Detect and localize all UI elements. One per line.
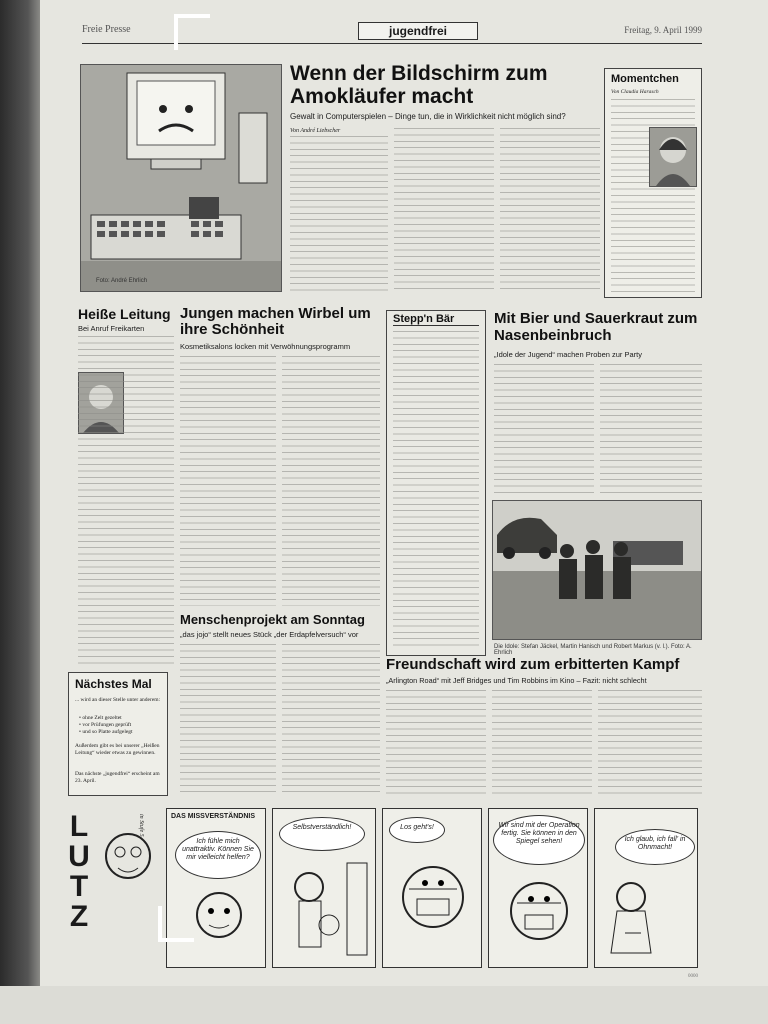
menschenprojekt-headline: Menschenprojekt am Sonntag <box>180 612 365 627</box>
momentchen-title: Momentchen <box>611 73 679 85</box>
photo-credit: Foto: André Ehrlich <box>96 278 148 284</box>
jungen-subheadline: Kosmetiksalons locken mit Verwöhnungsprogramm <box>180 342 351 351</box>
comic-panel-2 <box>272 808 376 968</box>
menschenprojekt-subheadline: „das jojo“ stellt neues Stück „der Erdapfelversuch“ vor <box>180 630 359 639</box>
band-photo-caption: Die Idole: Stefan Jäckel, Martin Hanisch und Robert Markus (v. l.). Foto: A. Ehrlich <box>494 644 692 656</box>
comic-panel-1 <box>166 808 266 968</box>
bier-body-column-2 <box>600 364 702 498</box>
surgeon-face-icon <box>489 867 587 967</box>
comic-strip-title: DAS MISSVERSTÄNDNIS <box>171 813 256 820</box>
naechstes-mal-title: Nächstes Mal <box>75 677 152 691</box>
page-marker: 0000 <box>688 974 698 979</box>
bier-subheadline: „Idole der Jugend“ machen Proben zur Party <box>494 350 642 359</box>
speech-bubble: Los geht's! <box>389 817 445 843</box>
freundschaft-subheadline: „Arlington Road“ mit Jeff Bridges und Tim Robbins im Kino – Fazit: nicht schlecht <box>386 676 647 685</box>
scan-left-edge <box>0 0 40 1024</box>
momentchen-author: Von Claudia Harasch <box>611 89 659 95</box>
naechstes-mal-list <box>79 715 163 736</box>
comic-artist-signature: LUTZ <box>68 810 90 933</box>
menschenprojekt-body-column-2 <box>282 644 380 794</box>
comic-panel-4 <box>488 808 588 968</box>
main-body-column-2 <box>394 128 494 294</box>
comic-signature-panel <box>64 808 160 968</box>
naechstes-mal-outro: Außerdem gibt es bei unserer „Heißen Leitung“ wieder etwas zu gewinnen. <box>75 743 160 756</box>
list-item: • ohne Zelt gezeltet <box>79 715 122 721</box>
band-photo <box>492 500 702 640</box>
comic-panel-5 <box>594 808 698 968</box>
heisse-leitung-subtitle: Bei Anruf Freikarten <box>78 324 145 333</box>
stepp-body <box>393 331 479 651</box>
scan-bottom-margin <box>0 986 768 1024</box>
stepp-box <box>386 310 486 656</box>
main-subheadline: Gewalt in Computerspielen – Dinge tun, die in Wirklichkeit nicht möglich sind? <box>290 112 566 121</box>
momentchen-box <box>604 68 702 298</box>
comic-side-note: in Stufe 5 <box>138 814 144 837</box>
surgeon-face-icon <box>383 843 481 963</box>
author-portrait <box>649 127 697 187</box>
naechstes-mal-intro: ... wird an dieser Stelle unter anderem: <box>75 697 161 703</box>
cartoon-head-icon <box>98 822 158 902</box>
computer-photo <box>80 64 282 292</box>
speech-bubble: Wir sind mit der Operation fertig. Sie können in den Spiegel sehen! <box>493 815 585 865</box>
speech-bubble: Ich fühle mich unattraktiv. Können Sie mir vielleicht helfen? <box>175 831 261 879</box>
heisse-leitung-title: Heiße Leitung <box>78 306 171 322</box>
main-headline: Wenn der Bildschirm zum Amokläufer macht <box>290 62 548 108</box>
main-author: Von André Liebscher <box>290 128 341 134</box>
naechstes-mal-next-issue: Das nächste „jugendfrei“ erscheint am 23. April. <box>75 771 160 784</box>
speech-bubble: Ich glaub, ich fall' in Ohnmacht! <box>615 829 695 865</box>
crop-mark-bottom-left <box>158 906 194 942</box>
bier-body-column-1 <box>494 364 594 498</box>
jungen-headline: Jungen machen Wirbel um ihre Schönheit <box>180 305 371 338</box>
bier-headline: Mit Bier und Sauerkraut zum Nasenbeinbruch <box>494 310 698 344</box>
transformed-character-icon <box>595 867 697 967</box>
speech-bubble: Selbstverständlich! <box>279 817 365 851</box>
stepp-title: Stepp'n Bär <box>393 313 479 326</box>
main-body-column-3 <box>500 128 600 294</box>
freundschaft-body-column-1 <box>386 690 486 796</box>
comic-panel-3 <box>382 808 482 968</box>
list-item: • vor Prüfungen geprüft <box>79 722 132 728</box>
heisse-leitung-body <box>78 336 174 666</box>
doctor-character-icon <box>273 855 375 965</box>
issue-date: Freitag, 9. April 1999 <box>624 25 702 35</box>
jungen-body-column-2 <box>282 356 380 606</box>
list-item: • und so Platte aufgelegt <box>79 729 133 735</box>
main-body-column-1 <box>290 136 388 294</box>
crop-mark-top-left <box>174 14 210 50</box>
freundschaft-body-column-2 <box>492 690 592 796</box>
jungen-body-column-1 <box>180 356 276 606</box>
menschenprojekt-body-column-1 <box>180 644 276 794</box>
computer-monitor-illustration <box>81 65 281 291</box>
freundschaft-headline: Freundschaft wird zum erbitterten Kampf <box>386 656 680 673</box>
section-title: jugendfrei <box>358 22 478 40</box>
newspaper-name: Freie Presse <box>82 24 131 35</box>
naechstes-mal-box <box>68 672 168 796</box>
freundschaft-body-column-3 <box>598 690 702 796</box>
